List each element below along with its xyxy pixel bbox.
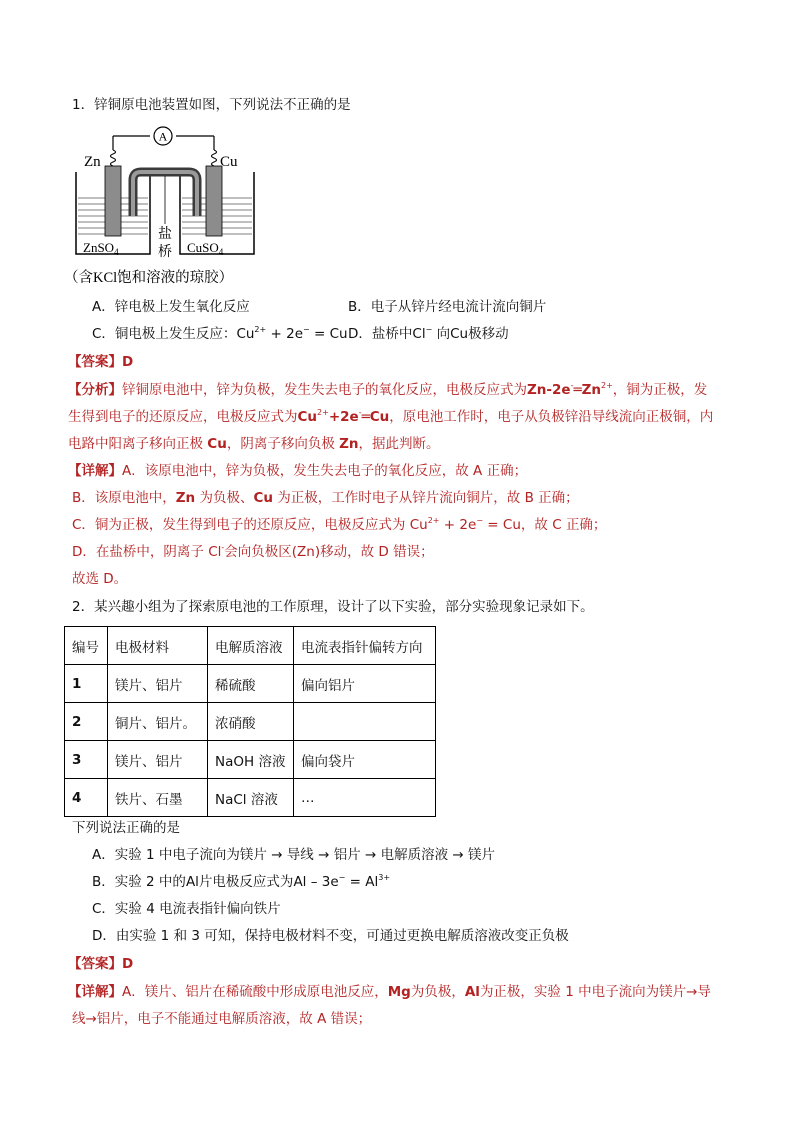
table-cell: 镁片、铝片 xyxy=(108,665,208,703)
table-cell: 2 xyxy=(65,703,108,741)
q1-option-a: A．锌电极上发生氧化反应 xyxy=(92,299,250,315)
q2-stem: 2．某兴趣小组为了探索原电池的工作原理，设计了以下实验，部分实验现象记录如下。 xyxy=(72,599,594,615)
table-row xyxy=(65,741,436,779)
table-cell: 3 xyxy=(65,741,108,779)
znso4-label: ZnSO$_4$ xyxy=(83,240,119,257)
cu-label: Cu xyxy=(220,154,238,170)
table-header-row xyxy=(65,627,436,665)
table-row xyxy=(65,779,436,817)
q2-option-c: C．实验 4 电流表指针偏向铁片 xyxy=(92,901,281,917)
q1-conclusion: 故选 D。 xyxy=(72,571,128,587)
table-cell: 偏向铝片 xyxy=(294,665,436,703)
table-header-cell: 电流表指针偏转方向 xyxy=(294,627,436,665)
q2-prompt: 下列说法正确的是 xyxy=(72,820,180,836)
q1-analysis-line1: 【分析】锌铜原电池中，锌为负极，发生失去电子的氧化反应，电极反应式为$Zn-2e^-═Zn^{2+}$，铜为正极，发 xyxy=(68,381,708,398)
bridge-label-1: 盐 xyxy=(158,226,172,242)
experiment-table xyxy=(64,626,436,817)
table-cell: NaOH 溶液 xyxy=(208,741,294,779)
cuso4-label: CuSO$_4$ xyxy=(187,240,224,257)
left-spring xyxy=(111,150,116,166)
q1-answer: 【答案】D xyxy=(68,354,134,370)
table-cell: 浓硝酸 xyxy=(208,703,294,741)
q1-option-d: D．盐桥中Cl− 向Cu极移动 xyxy=(348,325,509,342)
table-cell: … xyxy=(294,779,436,817)
q1-analysis-line2: 生得到电子的还原反应，电极反应式为$Cu^{2+}+2e^-═Cu$，原电池工作时，电子从负极锌沿导线流向正极铜，内 xyxy=(68,408,714,425)
q1-analysis-line3: 电路中阳离子移向正极 Cu，阴离子移向负极 Zn，据此判断。 xyxy=(68,436,440,452)
q2-answer: 【答案】D xyxy=(68,956,134,972)
ammeter-label: A xyxy=(158,129,168,144)
q1-detail-c: C．铜为正极，发生得到电子的还原反应，电极反应式为 $Cu^{2+} + 2e^- = Cu$，故 C 正确； xyxy=(72,516,607,533)
q2-detail-line2: 线→铝片，电子不能通过电解质溶液，故 A 错误； xyxy=(72,1011,372,1027)
bridge-label-2: 桥 xyxy=(158,244,172,260)
zn-label: Zn xyxy=(84,154,101,170)
q1-stem: 1．锌铜原电池装置如图，下列说法不正确的是 xyxy=(72,97,351,113)
table-header-cell: 电解质溶液 xyxy=(208,627,294,665)
table-cell: 铜片、铝片。 xyxy=(108,703,208,741)
cu-electrode xyxy=(206,166,222,236)
q1-detail-b: B．该原电池中，Zn 为负极、Cu 为正极，工作时电子从锌片流向铜片，故 B 正确； xyxy=(72,490,579,506)
table-cell: 4 xyxy=(65,779,108,817)
q1-detail-d: D．在盐桥中，阴离子 Cl-会向负极区(Zn)移动，故 D 错误； xyxy=(72,543,434,560)
zn-electrode xyxy=(105,166,121,236)
table-cell xyxy=(294,703,436,741)
q1-option-b: B．电子从锌片经电流计流向铜片 xyxy=(348,299,547,315)
q2-detail-line1: 【详解】A．镁片、铝片在稀硫酸中形成原电池反应，Mg为负极，Al为正极，实验 1 中电子流向为镁片→导 xyxy=(68,984,711,1000)
table-header-cell: 编号 xyxy=(65,627,108,665)
figure-caption: （含KCl饱和溶液的琼胶） xyxy=(64,270,234,286)
q2-option-d: D．由实验 1 和 3 可知，保持电极材料不变，可通过更换电解质溶液改变正负极 xyxy=(92,928,569,944)
table-header-cell: 电极材料 xyxy=(108,627,208,665)
table-cell: 1 xyxy=(65,665,108,703)
galvanic-cell-figure xyxy=(60,124,280,294)
q2-option-b: B．实验 2 中的Al片电极反应式为$Al - 3e^- = Al^{3+}$ xyxy=(92,873,391,890)
table-cell: NaCl 溶液 xyxy=(208,779,294,817)
table-cell: 镁片、铝片 xyxy=(108,741,208,779)
table-row xyxy=(65,703,436,741)
q1-detail-a: 【详解】A．该原电池中，锌为负极，发生失去电子的氧化反应，故 A 正确； xyxy=(68,463,528,479)
q1-option-c: C．铜电极上发生反应：$Cu^{2+} + 2e^- = Cu$ xyxy=(92,325,348,342)
table-cell: 稀硫酸 xyxy=(208,665,294,703)
table-row xyxy=(65,665,436,703)
table-cell: 铁片、石墨 xyxy=(108,779,208,817)
table-cell: 偏向袋片 xyxy=(294,741,436,779)
q2-option-a: A．实验 1 中电子流向为镁片 → 导线 → 铝片 → 电解质溶液 → 镁片 xyxy=(92,847,495,863)
right-spring xyxy=(212,150,217,166)
